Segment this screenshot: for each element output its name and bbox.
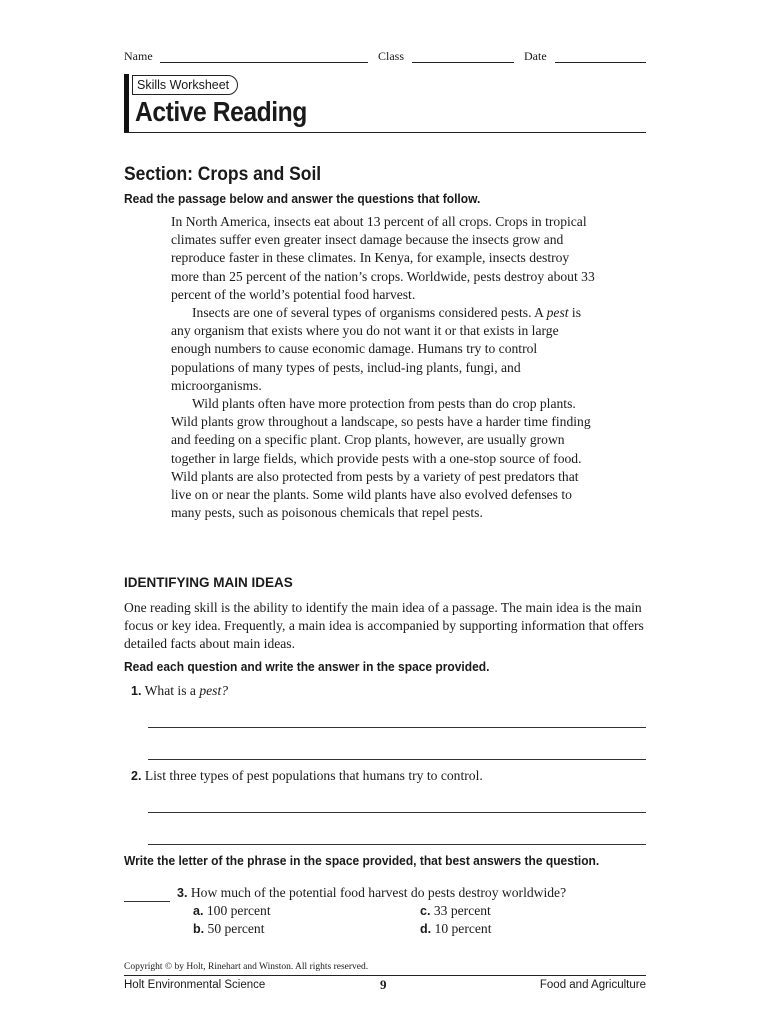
option-c-letter: c. [420,904,431,918]
passage-p2-start: Insects are one of several types of organisms considered pests. A [192,305,547,321]
page-title: Active Reading [135,96,307,127]
question-3 [177,885,566,901]
passage-paragraph-1: In North America, insects eat about 13 percent of all crops. Crops in tropical climates suffer even greater insect damage because the insects grow and reproduce faster in these climates. In Kenya, for example, insects destroy more than 25 percent of the nation’s crops. Worldwide, pests destroy about 33 percent of the world’s potential food harvest. [171,214,595,302]
passage-paragraph-2 [171,304,596,395]
name-label: Name [124,49,153,63]
answer-line-1a[interactable] [148,727,646,728]
answer-line-1b[interactable] [148,759,646,760]
answer-blank-3[interactable] [124,901,170,902]
option-a-letter: a. [193,904,204,918]
footer-book-title: Holt Environmental Science [124,979,266,991]
date-label: Date [524,49,547,63]
main-ideas-text: One reading skill is the ability to identify the main idea of a passage. The main idea is the main focus or key idea. Frequently, a main idea is accompanied by supporting information that offers detailed facts about main ideas. [124,600,644,652]
question-2-number: 2. [131,769,142,783]
question-1 [131,683,228,699]
section-title: Section: Crops and Soil [124,164,322,185]
name-field[interactable] [160,62,368,63]
option-d-text: 10 percent [434,921,492,936]
question-3-text: How much of the potential food harvest do pests destroy worldwide? [190,885,567,900]
title-accent-bar [124,74,129,133]
question-2 [131,768,483,784]
worksheet-badge: Skills Worksheet [132,75,238,95]
class-label: Class [378,49,405,63]
question-3-number: 3. [177,886,188,900]
passage-paragraph-3: Wild plants often have more protection from pests than do crop plants. Wild plants grow throughout a landscape, so pests have a harder time finding and feeding on a specific plant. Crop plants, however, are usually grown together in large fields, which provide pests with a one-stop source of food. Wild plants are also protected from pests by a variety of pest predators that live on or near the plants. Some wild plants have also evolved defenses to many pests, such as poisonous chemicals that repel pests. [171,396,591,521]
footer-rule [124,975,646,976]
option-b-text: 50 percent [207,921,265,936]
option-b[interactable] [193,921,265,937]
instruction-write-letter: Write the letter of the phrase in the space provided, that best answers the question. [124,854,600,868]
question-1-term: pest? [199,683,229,698]
date-field[interactable] [555,62,646,63]
reading-passage [171,213,596,522]
option-d[interactable] [420,921,492,937]
passage-p2-end: is any organism that exists where you do not want it or that exists in large enough numbers to cause economic damage. Humans try to control populations of many types of pests, includ-ing plants, fungi, and microorganisms. [171,305,581,393]
option-c[interactable] [420,903,491,919]
title-rule [124,132,646,133]
option-a-text: 100 percent [206,903,271,918]
student-info-row [124,49,646,65]
option-a[interactable] [193,903,271,919]
main-ideas-heading: IDENTIFYING MAIN IDEAS [124,575,293,590]
class-field[interactable] [412,62,514,63]
question-1-text: What is a [144,683,200,698]
question-1-number: 1. [131,684,142,698]
page-number: 9 [380,977,387,992]
pest-term: pest [546,305,569,321]
option-b-letter: b. [193,922,205,936]
answer-line-2a[interactable] [148,812,646,813]
instruction-answer-space: Read each question and write the answer in the space provided. [124,660,490,674]
option-c-text: 33 percent [433,903,491,918]
copyright-notice: Copyright © by Holt, Rinehart and Winston. All rights reserved. [124,962,369,972]
option-d-letter: d. [420,922,432,936]
instruction-read-passage: Read the passage below and answer the questions that follow. [124,192,481,206]
footer-chapter-title: Food and Agriculture [539,979,646,991]
question-2-text: List three types of pest populations that humans try to control. [144,768,483,783]
answer-line-2b[interactable] [148,844,646,845]
